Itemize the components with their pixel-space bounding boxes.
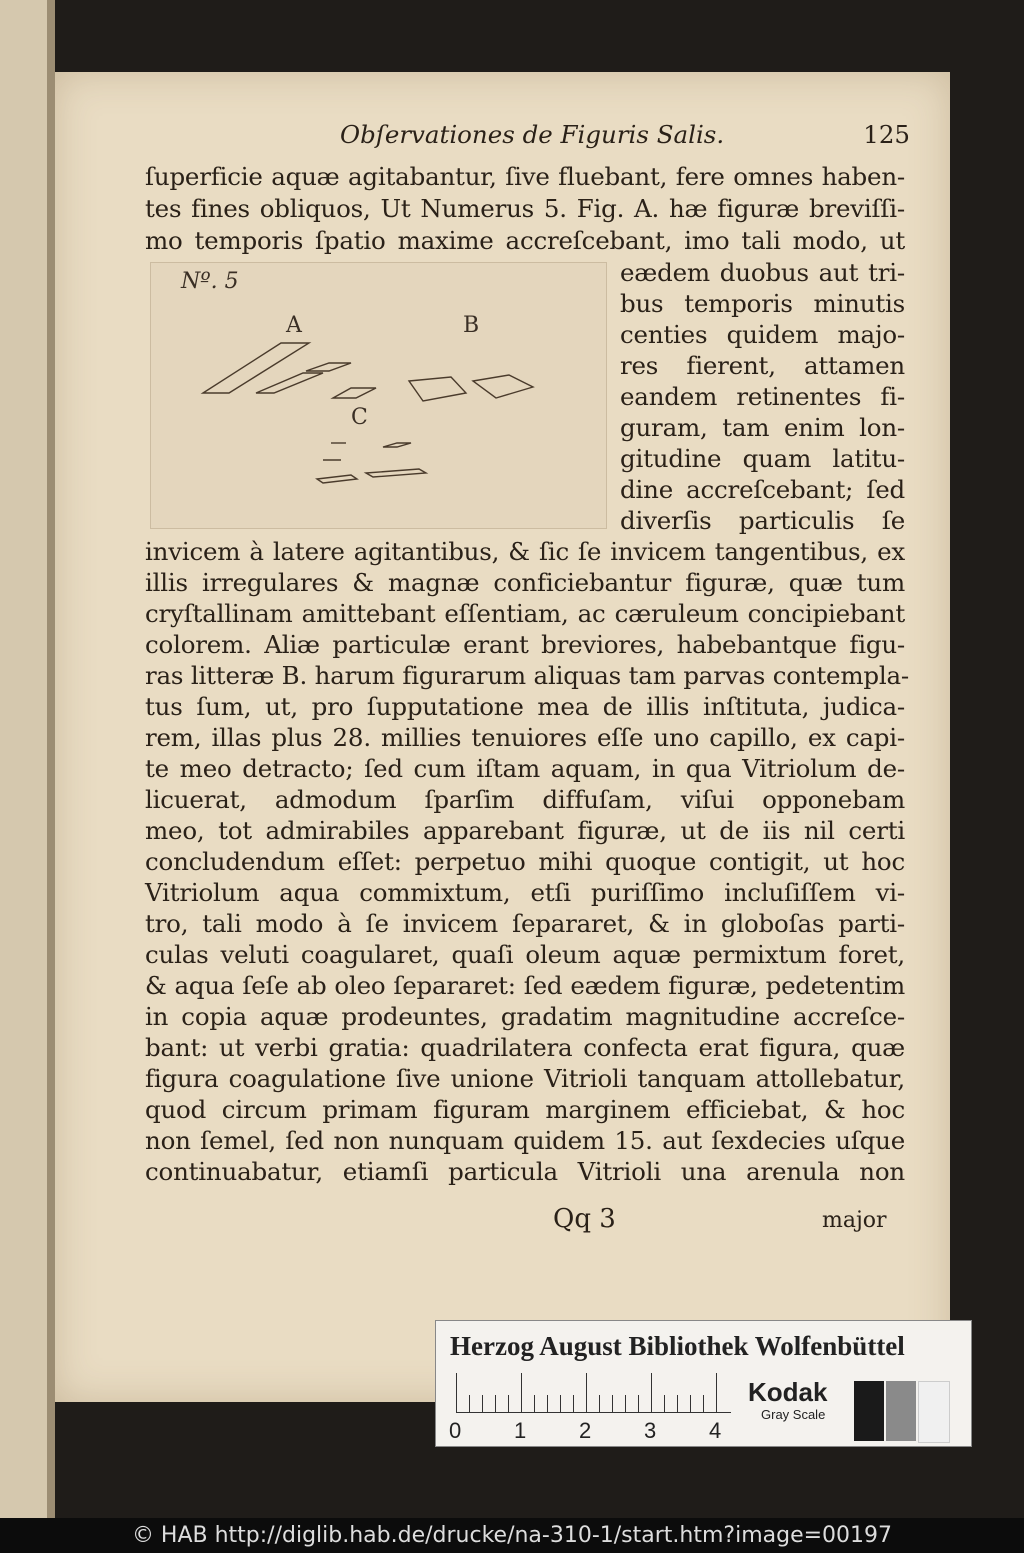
- text-line: illis irregulares & magnæ conficiebantur figuræ, quæ tum: [145, 568, 905, 597]
- text-line: in copia aquæ prodeuntes, gradatim magnitudine accreſce-: [145, 1002, 905, 1031]
- text-line: colorem. Aliæ particulæ erant breviores, habebantque figu-: [145, 630, 905, 659]
- text-line: culas veluti coagularet, quaſi oleum aquæ permixtum foret,: [145, 940, 905, 969]
- text-line: mo temporis ſpatio maxime accreſcebant, imo tali modo, ut: [145, 226, 905, 255]
- text-line: res fierent, attamen: [620, 351, 905, 380]
- crystal-figure: [150, 262, 607, 529]
- text-line: eædem duobus aut tri-: [620, 258, 905, 287]
- ruler-number: 1: [514, 1418, 527, 1443]
- text-line: meo, tot admirabiles apparebant figuræ, ut de iis nil certi: [145, 816, 905, 845]
- gray-scale-label: Gray Scale: [761, 1407, 826, 1422]
- text-line: non ſemel, ſed non nunquam quidem 15. aut ſexdecies uſque: [145, 1126, 905, 1155]
- text-line: bus temporis minutis: [620, 289, 905, 318]
- text-line: tro, tali modo à ſe invicem ſepararet, & in globoſas parti-: [145, 909, 905, 938]
- text-line: bant: ut verbi gratia: quadrilatera confecta erat figura, quæ: [145, 1033, 905, 1062]
- catchword: major: [822, 1208, 887, 1233]
- figure-label-a: A: [286, 313, 302, 338]
- figure-label-b: B: [463, 313, 480, 338]
- color-scale-bar: [435, 1320, 972, 1447]
- text-line: ſuperficie aquæ agitabantur, ſive fluebant, fere omnes haben-: [145, 162, 905, 191]
- text-line: figura coagulatione ſive unione Vitrioli tanquam attollebatur,: [145, 1064, 905, 1093]
- text-line: tus ſum, ut, pro ſupputatione mea de illis inſtituta, judica-: [145, 692, 905, 721]
- crystal-drawings: [151, 263, 606, 528]
- page-number: 125: [863, 120, 910, 149]
- facing-page-edge: [0, 0, 55, 1553]
- ruler: [456, 1373, 736, 1413]
- gray-swatch-mid: [886, 1381, 916, 1441]
- ruler-number: 2: [579, 1418, 592, 1443]
- text-line: continuabatur, etiamſi particula Vitrioli una arenula non: [145, 1157, 905, 1186]
- text-line: dine accreſcebant; ſed: [620, 475, 905, 504]
- text-line: quod circum primam figuram marginem efficiebat, & hoc: [145, 1095, 905, 1124]
- text-line: rem, illas plus 28. millies tenuiores eſſe uno capillo, ex capi-: [145, 723, 905, 752]
- library-name: Herzog August Bibliothek Wolfenbüttel: [450, 1331, 905, 1361]
- copyright-footer: © HAB http://diglib.hab.de/drucke/na-310-1/start.htm?image=00197: [0, 1518, 1024, 1553]
- text-line: & aqua ſeſe ab oleo ſepararet: ſed eædem figuræ, pedetentim: [145, 971, 905, 1000]
- kodak-logo: Kodak: [748, 1377, 828, 1407]
- figure-number-label: Nº. 5: [181, 269, 239, 294]
- text-line: concludendum eſſet: perpetuo mihi quoque contigit, ut hoc: [145, 847, 905, 876]
- text-line: tes fines obliquos, Ut Numerus 5. Fig. A. hæ figuræ breviſſi-: [145, 194, 905, 223]
- text-line: ras litteræ B. harum figurarum aliquas tam parvas contempla-: [145, 661, 909, 690]
- gray-swatch-black: [854, 1381, 884, 1441]
- running-head: [340, 120, 910, 156]
- ruler-number: 4: [709, 1418, 722, 1443]
- ruler-number: 3: [644, 1418, 657, 1443]
- text-line: Vitriolum aqua commixtum, etſi puriſſimo incluſiſſem vi-: [145, 878, 905, 907]
- gray-swatch-white: [918, 1381, 950, 1443]
- text-line: licuerat, admodum ſparſim diffuſam, viſui opponebam: [145, 785, 905, 814]
- text-line: te meo detracto; ſed cum iſtam aquam, in qua Vitriolum de-: [145, 754, 905, 783]
- signature-mark: Qq 3: [553, 1204, 616, 1234]
- text-line: centies quidem majo-: [620, 320, 905, 349]
- text-line: diverſis particulis ſe: [620, 506, 905, 535]
- text-line: cryſtallinam amittebant eſſentiam, ac cæruleum concipiebant: [145, 599, 905, 628]
- ruler-number: 0: [449, 1418, 462, 1443]
- text-line: guram, tam enim lon-: [620, 413, 905, 442]
- text-line: eandem retinentes fi-: [620, 382, 905, 411]
- text-line: gitudine quam latitu-: [620, 444, 905, 473]
- text-line: invicem à latere agitantibus, & ſic ſe invicem tangentibus, ex: [145, 537, 905, 566]
- figure-label-c: C: [351, 405, 368, 430]
- running-head-title: Obſervationes de Figuris Salis.: [340, 120, 725, 149]
